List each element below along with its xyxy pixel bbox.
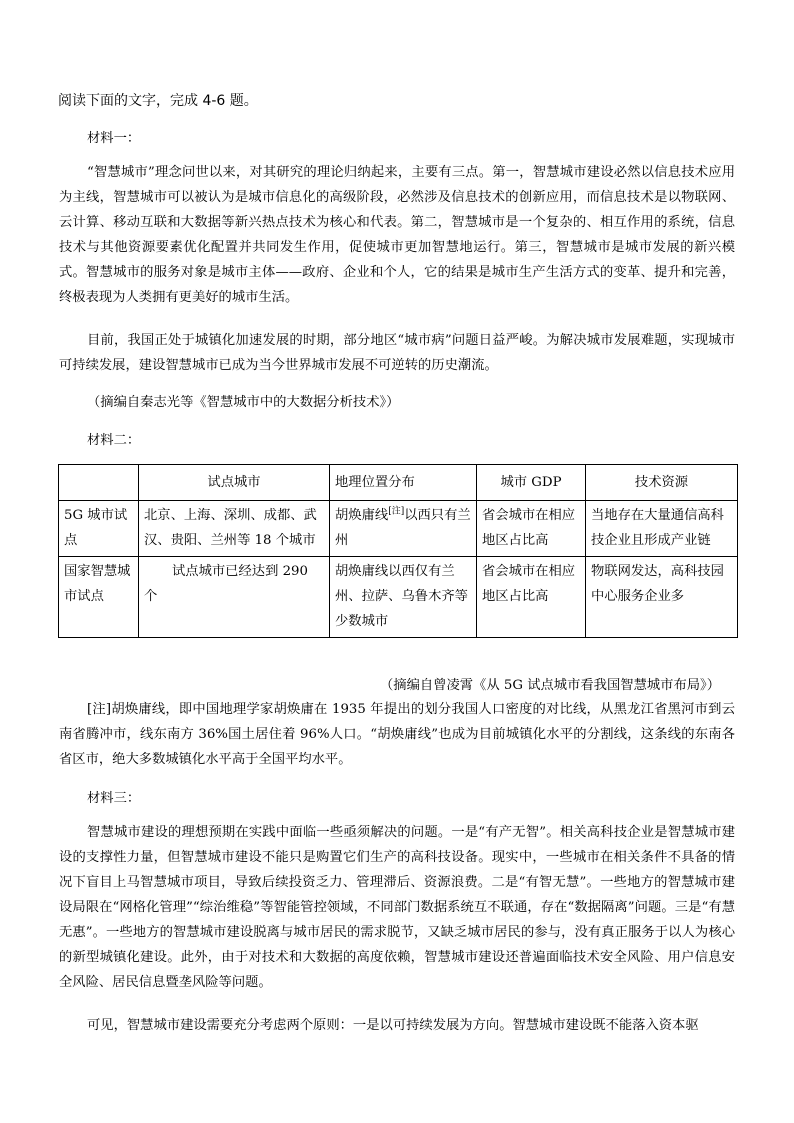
material-two-source: （摘编自曾凌霄《从 5G 试点城市看我国智慧城市布局》） — [379, 678, 720, 694]
question-instruction: 阅读下面的文字，完成 4-6 题。 — [58, 93, 258, 109]
table-cell: 当地存在大量通信高科技企业且形成产业链 — [586, 501, 738, 557]
pilot-cities-table — [58, 464, 738, 638]
table-cell: 省会城市在相应地区占比高 — [477, 501, 586, 557]
geo-text: 胡焕庸线 — [335, 508, 389, 523]
table-cell: 5G 城市试点 — [59, 501, 139, 557]
material-one-heading: 材料一： — [87, 131, 141, 146]
table-cell: 试点城市已经达到 290 个 — [139, 557, 330, 638]
table-header-cell — [59, 465, 139, 501]
footnote-ref: [注] — [388, 506, 405, 517]
geo-text: 以西只有兰州 — [335, 508, 471, 548]
table-header-row — [59, 465, 738, 501]
table-cell: 胡焕庸线以西仅有兰州、拉萨、乌鲁木齐等少数城市 — [330, 557, 477, 638]
material-three-paragraph-2: 可见，智慧城市建设需要充分考虑两个原则：一是以可持续发展为方向。智慧城市建设既不能落入资本驱 — [87, 1018, 699, 1033]
table-header-cell: 城市 GDP — [477, 465, 586, 501]
table-header-cell: 地理位置分布 — [330, 465, 477, 501]
table-row — [59, 501, 738, 557]
material-two-heading: 材料二： — [87, 433, 141, 448]
table-cell: 国家智慧城市试点 — [59, 557, 139, 638]
table-header-cell: 技术资源 — [586, 465, 738, 501]
material-one-source: （摘编自秦志光等《智慧城市中的大数据分析技术》） — [87, 395, 400, 410]
table-header-cell: 试点城市 — [139, 465, 330, 501]
material-one-paragraph-1: “智慧城市”理念问世以来，对其研究的理论归纳起来，主要有三点。第一，智慧城市建设必然以信息技术应用为主线，智慧城市可以被认为是城市信息化的高级阶段，必然涉及信息技术的创新应用，而信息技术是以物联网、云计算、移动互联和大数据等新兴热点技术为核心和代表。第二，智慧城市是一个复杂的、相互作用的系统，信息技术与其他资源要素优化配置并共同发生作用，促使城市更加智慧地运行。第三，智慧城市是城市发展的新兴模式。智慧城市的服务对象是城市主体——政府、企业和个人，它的结果是城市生产生活方式的变革、提升和完善，终极表现为人类拥有更美好的城市生活。 — [59, 165, 735, 305]
material-one-paragraph-2: 目前，我国正处于城镇化加速发展的时期，部分地区“城市病”问题日益严峻。为解决城市发展难题，实现城市可持续发展，建设智慧城市已成为当今世界城市发展不可逆转的历史潮流。 — [59, 333, 735, 373]
table-cell: 物联网发达，高科技园中心服务企业多 — [586, 557, 738, 638]
table-cell — [330, 501, 477, 557]
material-three-heading: 材料三： — [87, 791, 141, 806]
material-three-paragraph-1: 智慧城市建设的理想预期在实践中面临一些亟须解决的问题。一是“有产无智”。相关高科技企业是智慧城市建设的支撑性力量，但智慧城市建设不能只是购置它们生产的高科技设备。现实中，一些城市在相关条件不具备的情况下盲目上马智慧城市项目，导致后续投资乏力、管理滞后、资源浪费。二是“有智无慧”。一些地方的智慧城市建设局限在“网格化管理”“综治维稳”等智能管控领域，不同部门数据系统互不联通，存在“数据隔离”问题。三是“有慧无惠”。一些地方的智慧城市建设脱离与城市居民的需求脱节，又缺乏城市居民的参与，没有真正服务于以人为核心的新型城镇化建设。此外，由于对技术和大数据的高度依赖，智慧城市建设还普遍面临技术安全风险、用户信息安全风险、居民信息暨垄风险等问题。 — [59, 825, 735, 990]
table-cell: 北京、上海、深圳、成都、武汉、贵阳、兰州等 18 个城市 — [139, 501, 330, 557]
material-two-footnote: [注]胡焕庸线，即中国地理学家胡焕庸在 1935 年提出的划分我国人口密度的对比线，从黑龙江省黑河市到云南省腾冲市，线东南方 36%国土居住着 96%人口。“胡焕庸线”也成为目前城镇化水平的分割线，这条线的东南各省区市，绝大多数城镇化水平高于全国平均水平。 — [59, 702, 735, 767]
table-row — [59, 557, 738, 638]
table-cell: 省会城市在相应地区占比高 — [477, 557, 586, 638]
